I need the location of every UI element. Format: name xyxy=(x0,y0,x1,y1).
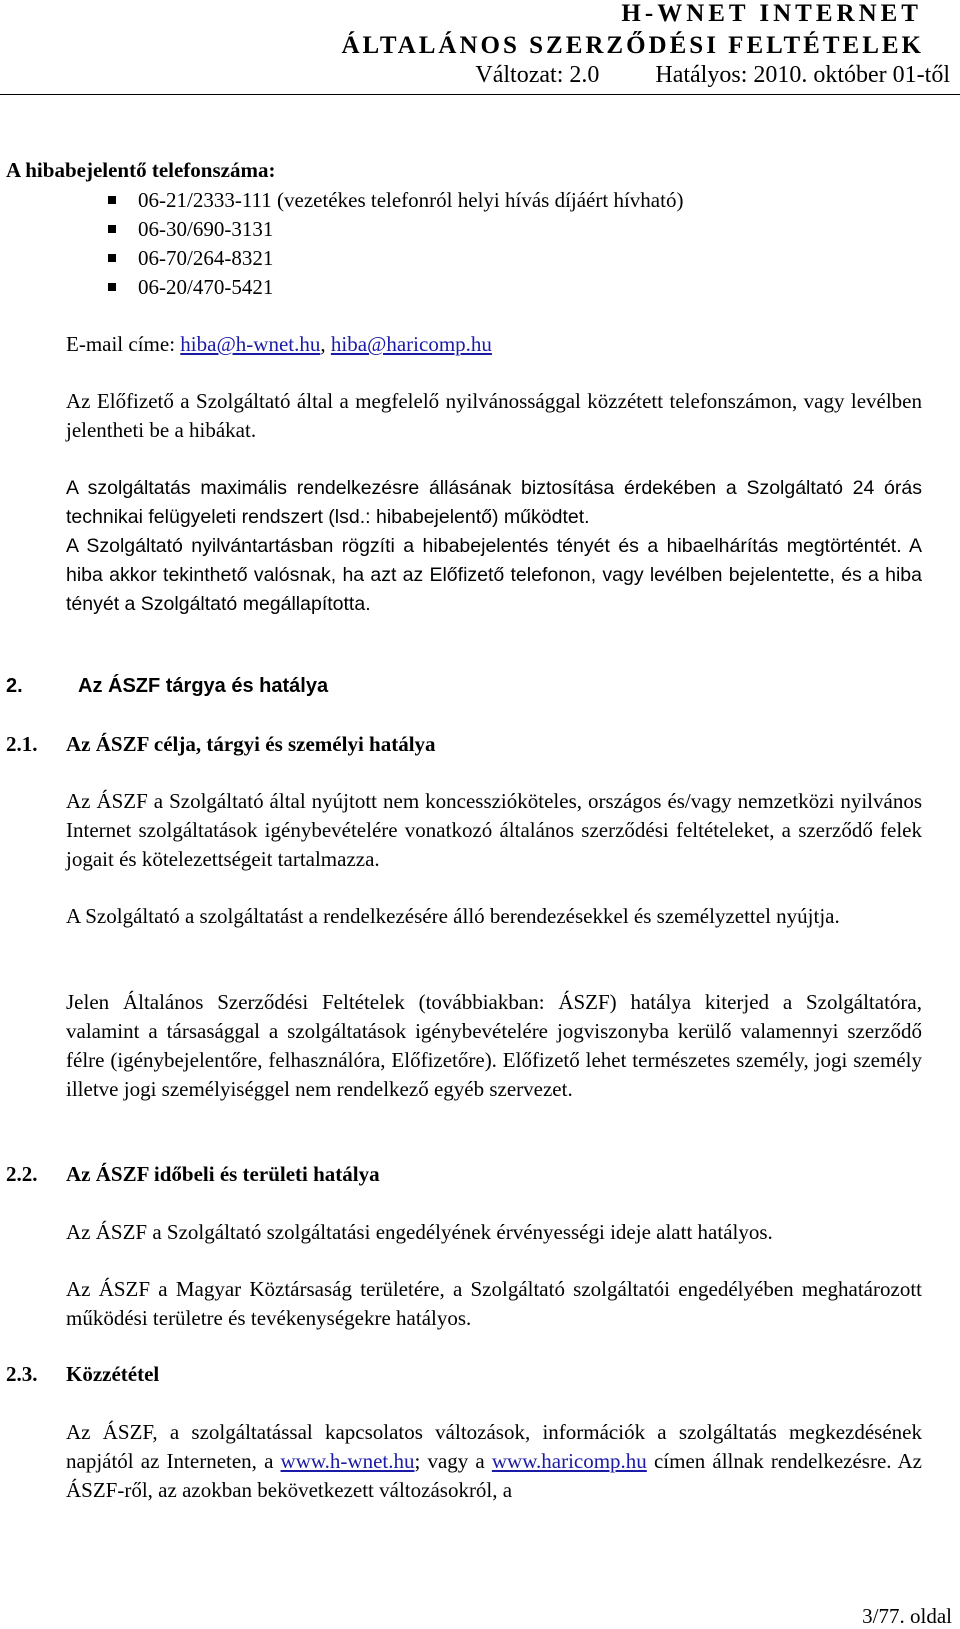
email-line xyxy=(66,330,492,359)
paragraph-scope: Az ÁSZF a Szolgáltató által nyújtott nem koncesszióköteles, országos és/vagy nemzetközi nyilvános Internet szolgáltatások igénybevételére vonatkozó általános szerződési feltételeket, a szerződő felek jogait és kötelezettségeit tartalmazza. xyxy=(66,789,922,871)
email-link-hwnet[interactable]: hiba@h-wnet.hu xyxy=(180,332,321,356)
section-2-1-number: 2.1. xyxy=(6,732,38,756)
section-2-2-number: 2.2. xyxy=(6,1162,38,1186)
phone-number: 06-30/690-3131 xyxy=(138,217,274,241)
paragraph-validity: Az ÁSZF a Szolgáltató szolgáltatási engedélyének érvényességi ideje alatt hatályos. xyxy=(66,1220,773,1244)
publication-text-b: ; vagy a xyxy=(414,1449,492,1473)
document-title: H-WNET INTERNET xyxy=(621,0,922,27)
bullet-icon xyxy=(108,196,116,204)
phone-number: 06-20/470-5421 xyxy=(138,275,274,299)
page-number: 3/77. oldal xyxy=(862,1604,952,1628)
paragraph-monitoring: A szolgáltatás maximális rendelkezésre állásának biztosítása érdekében a Szolgáltató 24 órás technikai felügyeleti rendszert (lsd.: hibabejelentő) működtet. xyxy=(66,477,922,528)
paragraph-report-method: Az Előfizető a Szolgáltató által a megfelelő nyilvánossággal közzétett telefonszámon, vagy levélben jelentheti be a hibákat. xyxy=(66,389,922,442)
section-2-title: Az ÁSZF tárgya és hatálya xyxy=(78,675,329,697)
section-2-3-title: Közzététel xyxy=(66,1362,160,1386)
website-link-haricomp[interactable]: www.haricomp.hu xyxy=(491,1449,647,1473)
section-2-2-title: Az ÁSZF időbeli és területi hatálya xyxy=(66,1162,380,1186)
website-link-hwnet[interactable]: www.h-wnet.hu xyxy=(280,1449,415,1473)
bullet-icon xyxy=(108,225,116,233)
section-2-number: 2. xyxy=(6,675,23,697)
paragraph-equipment: A Szolgáltató a szolgáltatást a rendelkezésére álló berendezésekkel és személyzettel nyújtja. xyxy=(66,904,840,928)
email-separator: , xyxy=(320,332,331,356)
section-2-3-number: 2.3. xyxy=(6,1362,38,1386)
phone-number: 06-21/2333-111 (vezetékes telefonról helyi hívás díjáért hívható) xyxy=(138,188,684,212)
phone-list xyxy=(108,186,683,302)
paragraph-territory: Az ÁSZF a Magyar Köztársaság területére, a Szolgáltató szolgáltatói engedélyében meghatározott működési területre és tevékenységekre hatályos. xyxy=(66,1277,922,1330)
bullet-icon xyxy=(108,254,116,262)
section-2-1-title: Az ÁSZF célja, tárgyi és személyi hatálya xyxy=(66,732,436,756)
publication-text-a: Az ÁSZF, a szolgáltatással kapcsolatos változások, információk a szolgáltatás megkezdésének napjától az Interneten, a xyxy=(66,1420,922,1473)
list-item xyxy=(108,186,683,215)
paragraph-registration: A Szolgáltató nyilvántartásban rögzíti a hibabejelentés tényét és a hibaelhárítás megtörténtét. A hiba akkor tekinthető valósnak, ha azt az Előfizető telefonon, vagy levélben bejelentette, és a hiba tényét a Szolgáltató megállapította. xyxy=(66,535,922,615)
publication-text-c: címen állnak rendelkezésre. Az ÁSZF-ről, az azokban bekövetkezett változásokról, a xyxy=(66,1449,922,1502)
document-subtitle: ÁLTALÁNOS SZERZŐDÉSI FELTÉTELEK xyxy=(341,32,924,59)
version-line xyxy=(475,62,950,89)
list-item xyxy=(108,215,683,244)
fault-phone-heading: A hibabejelentő telefonszáma: xyxy=(6,158,276,182)
effective-date-text: Hatályos: 2010. október 01-től xyxy=(655,62,950,88)
phone-number: 06-70/264-8321 xyxy=(138,246,274,270)
header-divider xyxy=(0,94,960,95)
paragraph-applicability: Jelen Általános Szerződési Feltételek (továbbiakban: ÁSZF) hatálya kiterjed a Szolgáltatóra, valamint a társasággal a szolgáltatások igénybevételére jogviszonyba kerülő valamennyi szerződő félre (igénybejelentőre, felhasználóra, Előfizetőre). Előfizető lehet természetes személy, jogi személy illetve jogi személyiséggel nem rendelkező egyéb szervezet. xyxy=(66,990,922,1101)
email-label: E-mail címe: xyxy=(66,332,181,356)
paragraph-publication xyxy=(66,1418,922,1505)
list-item xyxy=(108,273,683,302)
version-text: Változat: 2.0 xyxy=(475,62,600,88)
bullet-icon xyxy=(108,283,116,291)
list-item xyxy=(108,244,683,273)
email-link-haricomp[interactable]: hiba@haricomp.hu xyxy=(330,332,492,356)
